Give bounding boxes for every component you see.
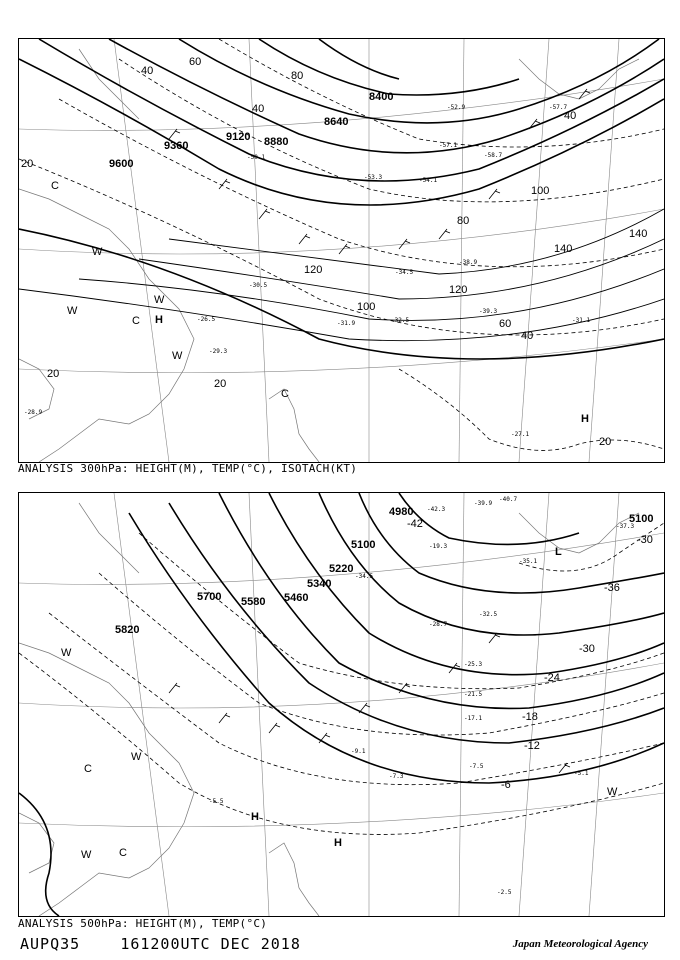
height-label: 5820	[115, 624, 140, 636]
temp-plot: -39.9	[474, 500, 493, 507]
temp-plot: -50.1	[247, 154, 266, 161]
system-label: W	[67, 305, 78, 317]
temp-plot: -42.3	[427, 506, 446, 513]
isotach-label: 40	[252, 103, 265, 115]
system-label: W	[154, 294, 165, 306]
temp-plot: -5.1	[574, 770, 589, 777]
temp-plot: -34.5	[355, 573, 374, 580]
map-500hpa-canvas	[19, 493, 664, 916]
agency-credit: Japan Meteorological Agency	[512, 938, 648, 950]
temp-plot: -7.3	[389, 773, 404, 780]
isotherm-label: -18	[522, 711, 538, 723]
map-300hpa	[18, 38, 665, 463]
temp-plot: -40.7	[499, 496, 518, 503]
isotach-label: 20	[214, 378, 227, 390]
isotach-label: 100	[531, 185, 550, 197]
system-label: C	[281, 388, 289, 400]
temp-plot: -39.3	[479, 308, 498, 315]
height-contours	[19, 39, 664, 359]
temp-plot: -37.3	[616, 523, 635, 530]
system-label: C	[51, 180, 59, 192]
temp-plot: -58.7	[484, 152, 503, 159]
height-label: 5580	[241, 596, 266, 608]
temp-plot: -53.3	[364, 174, 383, 181]
temp-plot: -29.3	[209, 348, 228, 355]
isotach-label: 40	[521, 330, 534, 342]
valid-time: 161200UTC DEC 2018	[120, 935, 301, 953]
wind-barbs	[169, 633, 570, 773]
height-label: 9360	[164, 140, 189, 152]
height-label: 8640	[324, 116, 349, 128]
isotach-label: 100	[357, 301, 376, 313]
isotach-label: 120	[449, 284, 468, 296]
system-label: W	[131, 751, 142, 763]
temp-plot: -32.5	[479, 611, 498, 618]
height-label: 9600	[109, 158, 134, 170]
height-label: 9120	[226, 131, 251, 143]
height-label: 8400	[369, 91, 394, 103]
isotherm-label: -30	[579, 643, 595, 655]
isotherm-label: -30	[637, 534, 653, 546]
isotach-label: 80	[457, 215, 470, 227]
temp-plot: -21.5	[464, 691, 483, 698]
temp-plot: -35.1	[519, 558, 538, 565]
map-500hpa	[18, 492, 665, 917]
isotherm-label: -6	[501, 779, 511, 791]
temp-plot: -19.3	[429, 543, 448, 550]
height-label: 8880	[264, 136, 289, 148]
temp-plot: -26.5	[197, 316, 216, 323]
isotach-label: 20	[21, 158, 34, 170]
isotach-label: 20	[47, 368, 60, 380]
system-label: W	[607, 786, 618, 798]
isotach-label: 20	[599, 436, 612, 448]
temp-plot: -31.9	[337, 320, 356, 327]
height-label: 5460	[284, 592, 309, 604]
temp-plot: -25.3	[464, 661, 483, 668]
temp-plot: -28.9	[24, 409, 43, 416]
isotherm-label: -12	[524, 740, 540, 752]
temp-plot: -57.7	[549, 104, 568, 111]
isotach-label: 60	[189, 56, 202, 68]
isotherm-label: -24	[544, 672, 560, 684]
isotherm-label: -42	[407, 518, 423, 530]
height-label: 4980	[389, 506, 414, 518]
height-label: 5700	[197, 591, 222, 603]
system-label: W	[92, 246, 103, 258]
temp-plot: -2.5	[497, 889, 512, 896]
temp-plot: -9.1	[351, 748, 366, 755]
coastline	[19, 49, 639, 462]
isotach-label: 60	[499, 318, 512, 330]
isotach-label: 140	[554, 243, 573, 255]
lat-lon-grid	[19, 493, 664, 916]
wind-barbs	[169, 89, 590, 254]
system-label: W	[172, 350, 183, 362]
height-label: 5100	[351, 539, 376, 551]
height-label: 5100	[629, 513, 654, 525]
temp-plot: -52.9	[447, 104, 466, 111]
system-label: C	[84, 763, 92, 775]
caption-500hpa: ANALYSIS 500hPa: HEIGHT(M), TEMP(°C)	[18, 917, 268, 930]
system-label: L	[555, 546, 562, 558]
system-label: W	[61, 647, 72, 659]
isotach-label: 120	[304, 264, 323, 276]
system-label: C	[132, 315, 140, 327]
isotach-label: 80	[291, 70, 304, 82]
system-label: H	[581, 413, 589, 425]
system-label: H	[155, 314, 163, 326]
caption-300hpa: ANALYSIS 300hPa: HEIGHT(M), TEMP(°C), ISOTACH(KT)	[18, 462, 358, 475]
isotach-labels	[21, 56, 647, 448]
temp-plot: -7.5	[469, 763, 484, 770]
isotach-label: 40	[564, 110, 577, 122]
product-header	[20, 935, 301, 953]
height-label: 5340	[307, 578, 332, 590]
temp-plot: -30.5	[249, 282, 268, 289]
height-label: 5220	[329, 563, 354, 575]
isotherm-label: -36	[604, 582, 620, 594]
temp-plot: -34.5	[395, 269, 414, 276]
height-contours	[19, 493, 664, 916]
temp-plot: -17.1	[464, 715, 483, 722]
system-label: C	[119, 847, 127, 859]
temp-plot: -32.5	[391, 317, 410, 324]
map-300hpa-canvas	[19, 39, 664, 462]
temp-plot: -31.1	[572, 317, 591, 324]
temp-plot: -5.5	[209, 798, 224, 805]
isotach-label: 140	[629, 228, 648, 240]
isotach-label: 40	[141, 65, 154, 77]
product-id: AUPQ35	[20, 935, 81, 953]
system-label: W	[81, 849, 92, 861]
temp-plot: -27.1	[511, 431, 530, 438]
system-label: H	[334, 837, 342, 849]
temp-plot: -28.7	[429, 621, 448, 628]
temp-plot: -54.1	[419, 177, 438, 184]
temp-plot: -57.1	[439, 142, 458, 149]
pressure-systems	[51, 180, 589, 425]
system-label: H	[251, 811, 259, 823]
temp-plot: -38.9	[459, 259, 478, 266]
